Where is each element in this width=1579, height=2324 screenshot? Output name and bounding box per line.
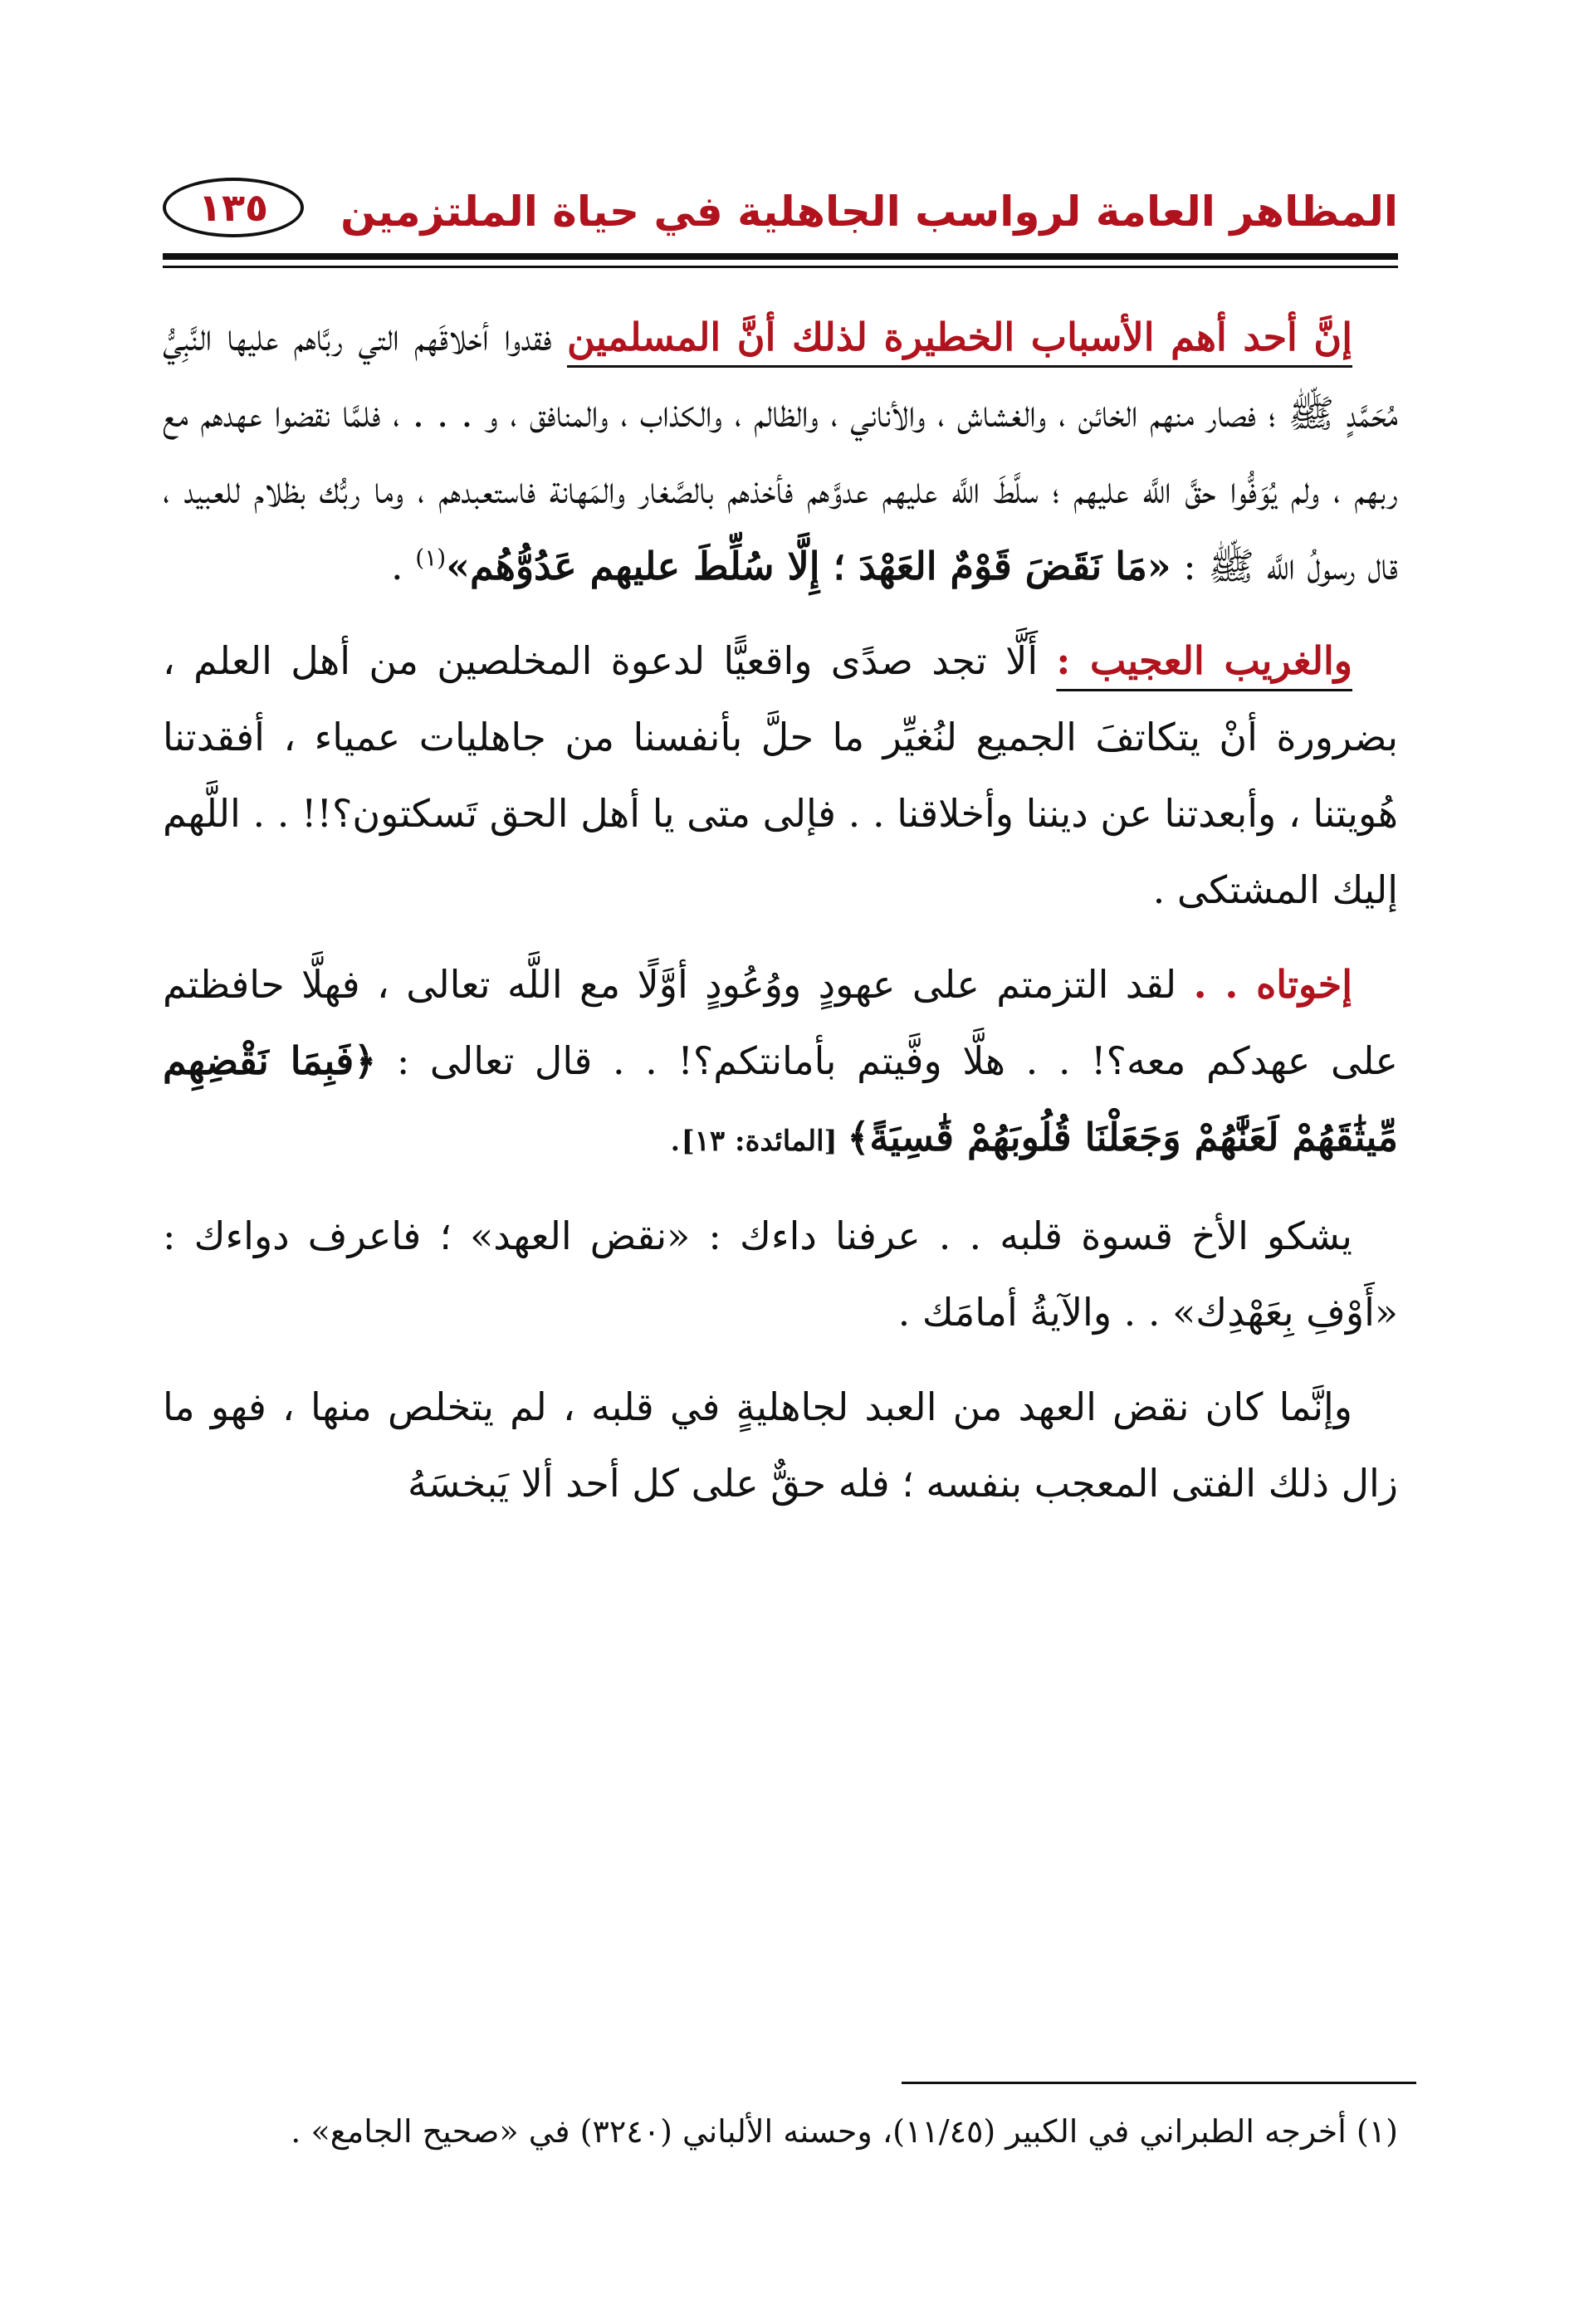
verse-reference: [المائدة: ١٣] [681, 1125, 848, 1158]
paragraph-2 [163, 622, 1398, 928]
paragraph-2-lead: والغريب العجيب : [1056, 638, 1352, 683]
paragraph-1-lead: إنَّ أحد أهم الأسباب الخطيرة لذلك أنَّ المسلمين [567, 315, 1352, 359]
header-rule-thick [163, 253, 1398, 260]
paragraph-5 [163, 1369, 1398, 1521]
paragraph-4-text: يشكو الأخ قسوة قلبه . . عرفنا داءك : «نقض العهد» ؛ فاعرف دواءك : «أَوْفِ بِعَهْدِك» . . والآيةُ أمامَك . [163, 1213, 1398, 1335]
footnote [163, 2104, 1398, 2159]
paragraph-5-text: وإنَّما كان نقض العهد من العبد لجاهليةٍ في قلبه ، لم يتخلص منها ، فهو ما زال ذلك الفتى المعجب بنفسه ؛ فله حقٌّ على كل أحد ألا يَبخسَهُ [163, 1384, 1398, 1506]
body-text [163, 299, 1398, 1540]
hadith-quote: «مَا نَقَضَ قَوْمٌ العَهْدَ ؛ إِلَّا سُلِّطَ عليهم عَدُوُّهُم» [446, 544, 1171, 588]
footnote-text: (١) أخرجه الطبراني في الكبير (١١/٤٥)، وحسنه الألباني (٣٢٤٠) في «صحيح الجامع» . [291, 2113, 1398, 2150]
page-header [163, 166, 1398, 257]
paragraph-3-lead: إخوتاه . . [1193, 962, 1352, 1007]
footnote-marker[interactable]: (١) [415, 544, 447, 572]
header-rule-thin [163, 266, 1398, 268]
page-number: ١٣٥ [198, 185, 269, 230]
running-title: المظاهر العامة لرواسب الجاهلية في حياة الملتزمين [340, 188, 1398, 236]
paragraph-1-end: . [391, 544, 416, 588]
paragraph-1-text: فقدوا أخلاقَهم التي ربَّاهم عليها النَّبِيُّ مُحَمَّدٍ ﷺ ؛ فصار منهم الخائن ، والغشاش ، والأناني ، والظالم ، والكذاب ، والمنافق ، و . . . ، فلمَّا نقضوا عهدهم مع ربهم ، ولم يُوَفُّوا حقَّ اللَّه عليهم ؛ سلَّطَ اللَّه عليهم عدوَّهم فأخذهم بالصَّغار والمَهانة فاستعبدهم ، وما ربُّك بظلام للعبيد ، قال رسولُ اللَّه ﷺ : [163, 315, 1398, 588]
quran-verse: ﴿فَبِمَا نَقْضِهِم مِّيثَٰقَهُمْ لَعَنَّٰهُمْ وَجَعَلْنَا قُلُوبَهُمْ قَٰسِيَةً﴾ [163, 1038, 1398, 1160]
footnote-separator [902, 2082, 1416, 2084]
paragraph-1 [163, 299, 1398, 604]
paragraph-2-text: أَلَّا تجد صدًى واقعيًّا لدعوة المخلصين من أهل العلم ، بضرورة أنْ يتكاتفَ الجميع لنُغيِّر ما حلَّ بأنفسنا من جاهليات عمياء ، أفقدتنا هُويتنا ، وأبعدتنا عن ديننا وأخلاقنا . . فإلى متى يا أهل الحق تَسكتون؟!! . . اللَّهم إليك المشتكى . [163, 638, 1398, 912]
paragraph-3 [163, 946, 1398, 1179]
page-number-oval [163, 178, 304, 237]
paragraph-3-text: لقد التزمتم على عهودٍ ووُعُودٍ أوَّلًا مع اللَّه تعالى ، فهلَّا حافظتم على عهدكم معه؟! . . هلَّا وفَّيتم بأمانتكم؟! . . قال تعالى : [163, 962, 1398, 1083]
paragraph-4 [163, 1198, 1398, 1350]
paragraph-3-end: . [668, 1115, 682, 1160]
